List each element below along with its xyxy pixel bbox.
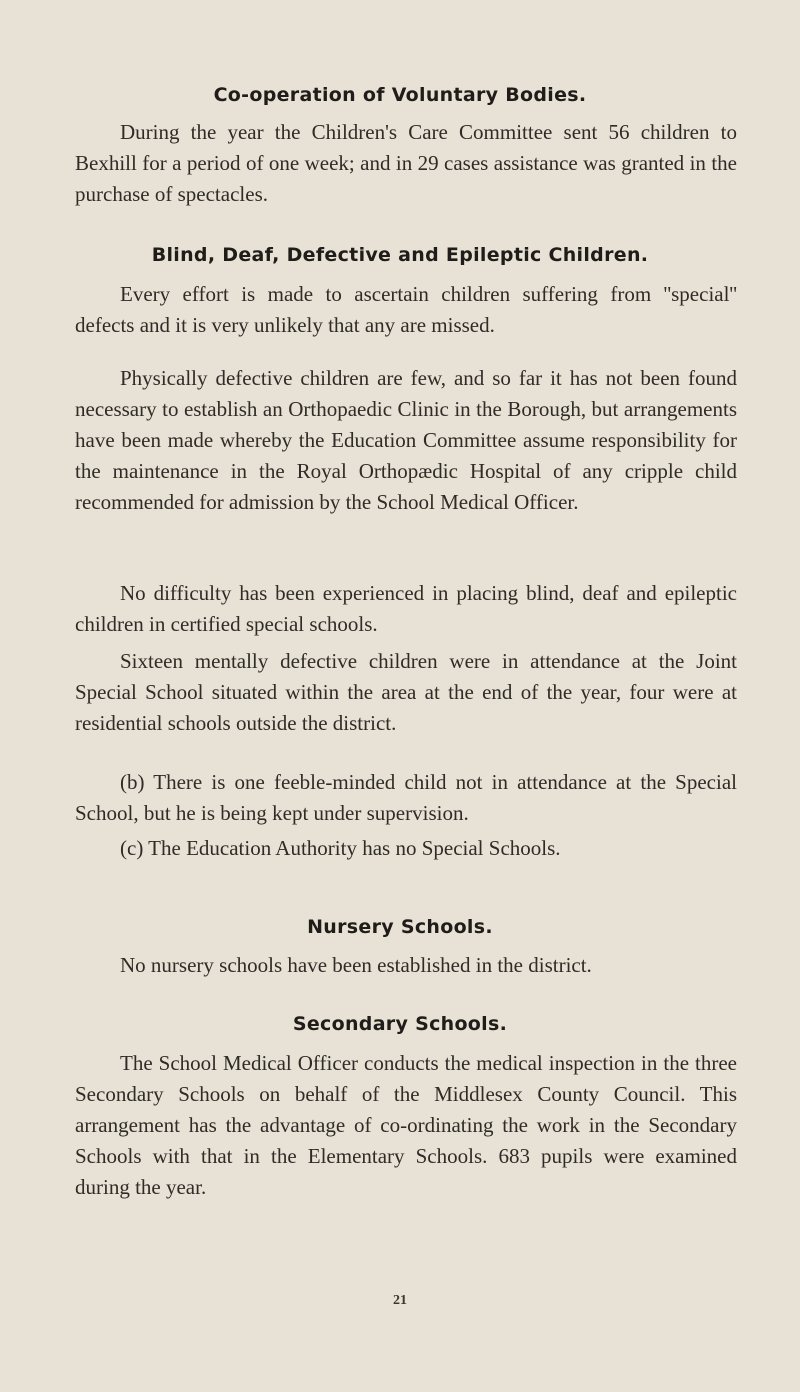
paragraph-secondary: The School Medical Officer conducts the medical inspection in the three Secondary Schools on behalf of the Middlesex County Council. This arrangement has the advantage of co-ordinating the work in the Secondary Schools with that in the Elementary Schools. 683 pupils were examined during the year. — [75, 1051, 737, 1199]
paragraph-nursery: No nursery schools have been established in the district. — [120, 953, 592, 977]
page-number: 21 — [393, 1293, 407, 1308]
paragraph-physically-defective: Physically defective children are few, and so far it has not been found necessary to establish an Orthopaedic Clinic in the Borough, but arrangements have been made whereby the Education Committee assume responsibility for the maintenance in the Royal Orthopædic Hospital of any cripple child recommended for admission by the School Medical Officer. — [75, 366, 737, 514]
paragraph-certified-schools: No difficulty has been experienced in placing blind, deaf and epileptic children in certified special schools. — [75, 581, 737, 636]
paragraph-cooperation: During the year the Children's Care Committee sent 56 children to Bexhill for a period of one week; and in 29 cases assistance was granted in the purchase of spectacles. — [75, 120, 737, 206]
paragraph-mentally-defective: Sixteen mentally defective children were in attendance at the Joint Special School situated within the area at the end of the year, four were at residential schools outside the district. — [75, 649, 737, 735]
paragraph-feeble-minded: (b) There is one feeble-minded child not in attendance at the Special School, but he is being kept under supervision. — [75, 770, 737, 825]
heading-blind-deaf: Blind, Deaf, Defective and Epileptic Children. — [151, 244, 649, 266]
heading-nursery: Nursery Schools. — [307, 916, 493, 938]
heading-secondary: Secondary Schools. — [292, 1013, 508, 1035]
heading-cooperation: Co-operation of Voluntary Bodies. — [213, 84, 587, 106]
paragraph-special-defects: Every effort is made to ascertain children suffering from ''special'' defects and it is very unlikely that any are missed. — [75, 282, 737, 337]
paragraph-no-special-schools: (c) The Education Authority has no Special Schools. — [120, 836, 561, 860]
